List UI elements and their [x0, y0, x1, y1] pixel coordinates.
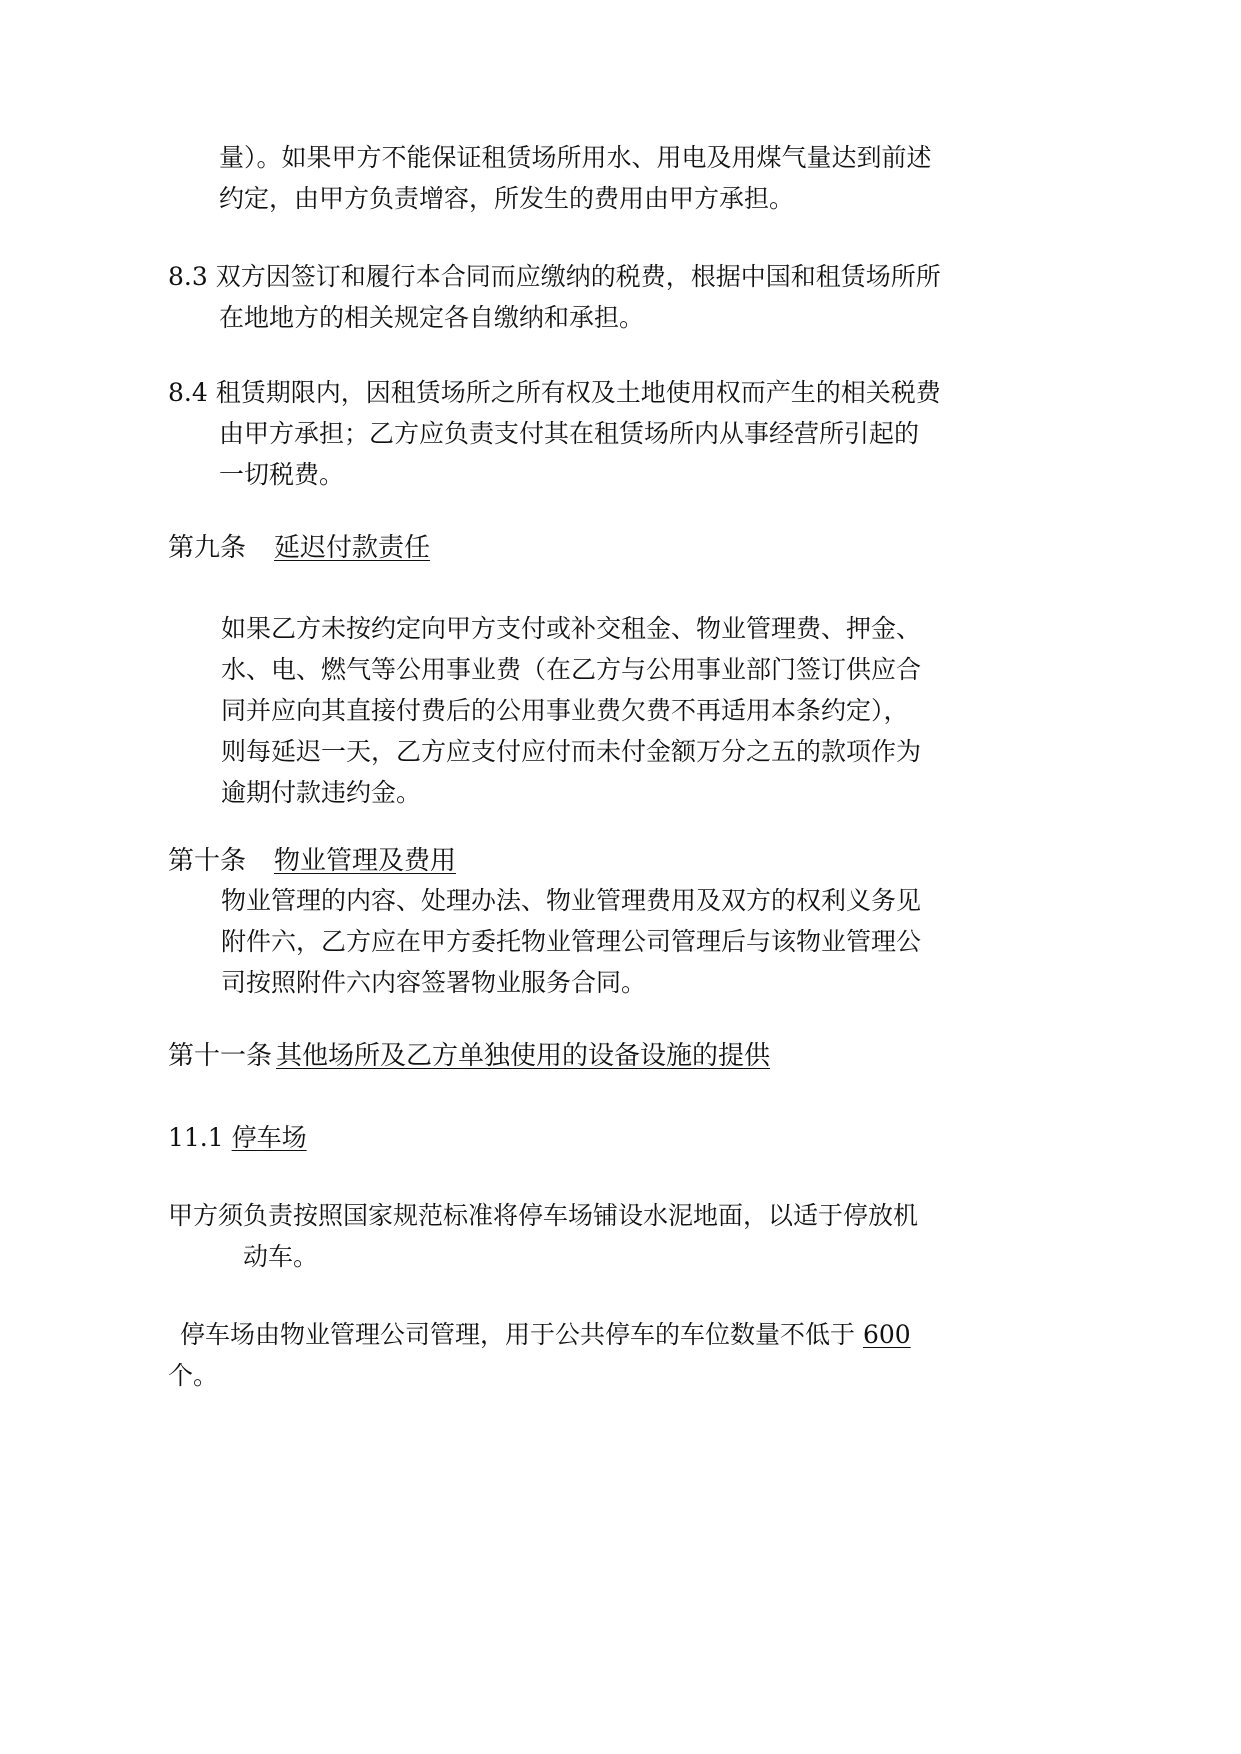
- article-11-heading: [168, 1036, 770, 1077]
- text-line: 附件六，乙方应在甲方委托物业管理公司管理后与该物业管理公: [221, 927, 922, 956]
- article-title: 其他场所及乙方单独使用的设备设施的提供: [276, 1041, 771, 1071]
- clause-11-1-heading: [168, 1117, 307, 1158]
- parking-space-count: 600: [862, 1320, 911, 1349]
- clause-number: 8.4: [168, 378, 208, 407]
- article-9-heading: [168, 528, 430, 569]
- text-line: 司按照附件六内容签署物业服务合同。: [221, 968, 647, 997]
- clause-8-4: [168, 372, 941, 495]
- text-line: 甲方须负责按照国家规范标准将停车场铺设水泥地面，以适于停放机: [168, 1201, 919, 1230]
- clause-11-1-paragraph-2: [168, 1314, 911, 1396]
- text-line: 一切税费。: [219, 460, 345, 489]
- text-line: 双方因签订和履行本合同而应缴纳的税费，根据中国和租赁场所所: [215, 262, 941, 291]
- article-10-heading: [168, 841, 456, 882]
- clause-number: 8.3: [168, 262, 208, 291]
- clause-title: 停车场: [231, 1123, 307, 1152]
- article-9-body: [221, 608, 921, 813]
- text-line: 则每延迟一天，乙方应支付应付而未付金额万分之五的款项作为: [221, 737, 922, 766]
- article-10-body: [221, 880, 921, 1003]
- text-line: 动车。: [243, 1242, 319, 1271]
- clause-8-2-continuation: [219, 137, 932, 219]
- clause-number: 11.1: [168, 1123, 224, 1152]
- clause-8-3: [168, 256, 941, 338]
- text-line: 物业管理的内容、处理办法、物业管理费用及双方的权利义务见: [221, 886, 922, 915]
- text-line: 同并应向其直接付费后的公用事业费欠费不再适用本条约定），: [221, 696, 909, 725]
- text-line: 停车场由物业管理公司管理，用于公共停车的车位数量不低于: [180, 1320, 856, 1349]
- clause-11-1-paragraph-1: [168, 1195, 918, 1277]
- text-line: 由甲方承担；乙方应负责支付其在租赁场所内从事经营所引起的: [219, 419, 920, 448]
- article-label: 第十一条: [168, 1041, 273, 1071]
- article-label: 第九条: [168, 533, 247, 563]
- text-line: 如果乙方未按约定向甲方支付或补交租金、物业管理费、押金、: [221, 614, 922, 643]
- text-line: 个。: [168, 1361, 219, 1390]
- text-line: 水、电、燃气等公用事业费（在乙方与公用事业部门签订供应合: [221, 655, 922, 684]
- text-line: 逾期付款违约金。: [221, 778, 422, 807]
- text-line: 租赁期限内，因租赁场所之所有权及土地使用权而产生的相关税费: [215, 378, 941, 407]
- article-label: 第十条: [168, 846, 247, 876]
- text-line: 在地地方的相关规定各自缴纳和承担。: [219, 303, 645, 332]
- text-line: 约定，由甲方负责增容，所发生的费用由甲方承担。: [219, 184, 795, 213]
- article-title: 物业管理及费用: [274, 846, 457, 876]
- text-line: 量）。如果甲方不能保证租赁场所用水、用电及用煤气量达到前述: [219, 143, 932, 172]
- article-title: 延迟付款责任: [274, 533, 431, 563]
